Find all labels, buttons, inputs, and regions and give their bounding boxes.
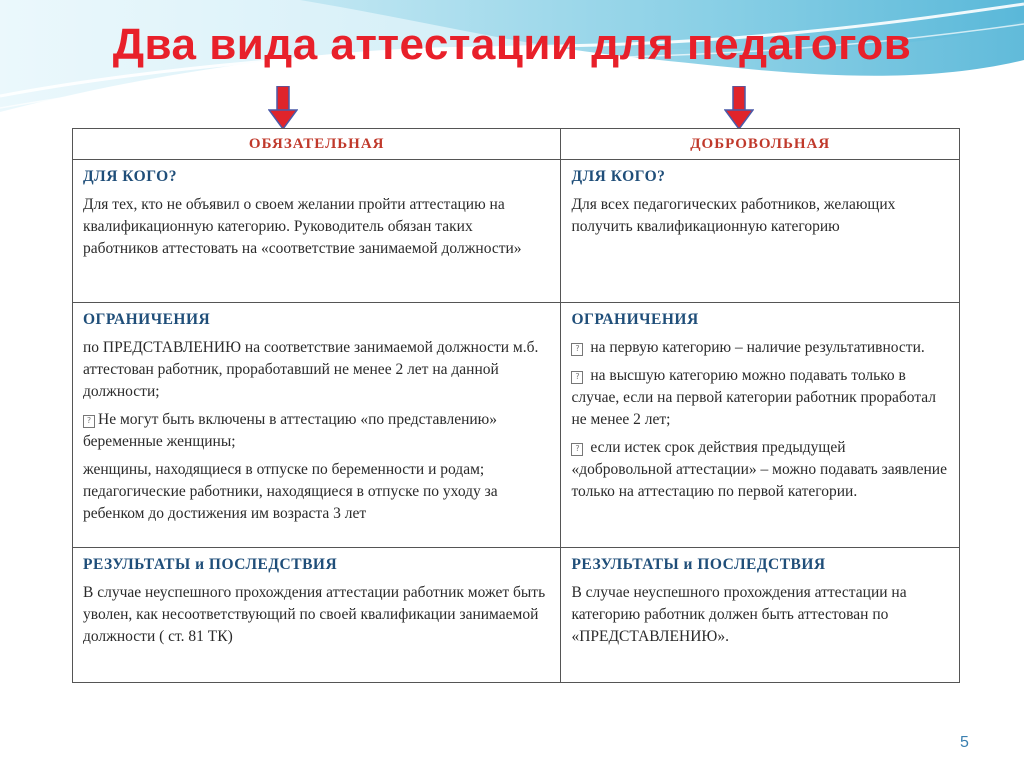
cell-bullet-item [571, 337, 949, 359]
down-arrow-icon [268, 86, 298, 130]
section-heading: РЕЗУЛЬТАТЫ и ПОСЛЕДСТВИЯ [571, 556, 826, 573]
cell-text: если истек срок действия предыдущей «добровольной аттестации» – можно подавать заявление только на аттестацию по первой категории. [571, 439, 947, 500]
cell-limitations-voluntary [561, 303, 960, 548]
down-arrow-icon [724, 86, 754, 130]
cell-text: В случае неуспешного прохождения аттестации работник может быть уволен, как несоответствующий по своей квалификации занимаемой должности ( ст. 81 ТК) [83, 584, 546, 645]
section-heading: ОГРАНИЧЕНИЯ [571, 311, 699, 328]
cell-text: Не могут быть включены в аттестацию «по представлению» беременные женщины; [83, 411, 498, 450]
cell-who-mandatory [73, 160, 561, 303]
table-row-limitations [73, 303, 960, 548]
cell-text: женщины, находящиеся в отпуске по беременности и родам; педагогические работники, находящиеся в отпуске по уходу за ребенком до достижения им возраста 3 лет [83, 461, 498, 522]
cell-text: на высшую категорию можно подавать только в случае, если на первой категории работник проработал не менее 2 лет; [571, 367, 937, 428]
cell-text: Для всех педагогических работников, желающих получить квалификационную категорию [571, 196, 896, 235]
cell-text: Для тех, кто не объявил о своем желании пройти аттестацию на квалификационную категорию. Руководитель обязан таких работников аттестовать на «соответствие занимаемой должности» [83, 196, 522, 257]
cell-bullet-item [571, 365, 949, 431]
header-voluntary: ДОБРОВОЛЬНАЯ [561, 129, 960, 160]
table-row-who [73, 160, 960, 303]
missing-glyph-bullet-icon: ? [571, 371, 583, 384]
cell-bullet-item [571, 437, 949, 503]
cell-results-mandatory [73, 548, 561, 683]
cell-who-voluntary [561, 160, 960, 303]
section-heading: ДЛЯ КОГО? [571, 168, 666, 185]
header-mandatory: ОБЯЗАТЕЛЬНАЯ [73, 129, 561, 160]
attestation-comparison-table [72, 128, 960, 683]
missing-glyph-bullet-icon: ? [571, 343, 583, 356]
table-row-results [73, 548, 960, 683]
table-header-row [73, 129, 960, 160]
missing-glyph-bullet-icon: ? [571, 443, 583, 456]
section-heading: РЕЗУЛЬТАТЫ и ПОСЛЕДСТВИЯ [83, 556, 338, 573]
missing-glyph-bullet-icon: ? [83, 415, 95, 428]
slide-title: Два вида аттестации для педагогов [112, 20, 912, 69]
section-heading: ДЛЯ КОГО? [83, 168, 177, 185]
page-number: 5 [960, 734, 969, 751]
cell-bullet-item [83, 409, 550, 453]
cell-text: по ПРЕДСТАВЛЕНИЮ на соответствие занимаемой должности м.б. аттестован работник, проработавший не менее 2 лет на данной должности; [83, 339, 539, 400]
cell-limitations-mandatory [73, 303, 561, 548]
cell-text: на первую категорию – наличие результативности. [586, 339, 925, 356]
section-heading: ОГРАНИЧЕНИЯ [83, 311, 211, 328]
cell-results-voluntary [561, 548, 960, 683]
cell-text: В случае неуспешного прохождения аттестации на категорию работник должен быть аттестован по «ПРЕДСТАВЛЕНИЮ». [571, 584, 907, 645]
